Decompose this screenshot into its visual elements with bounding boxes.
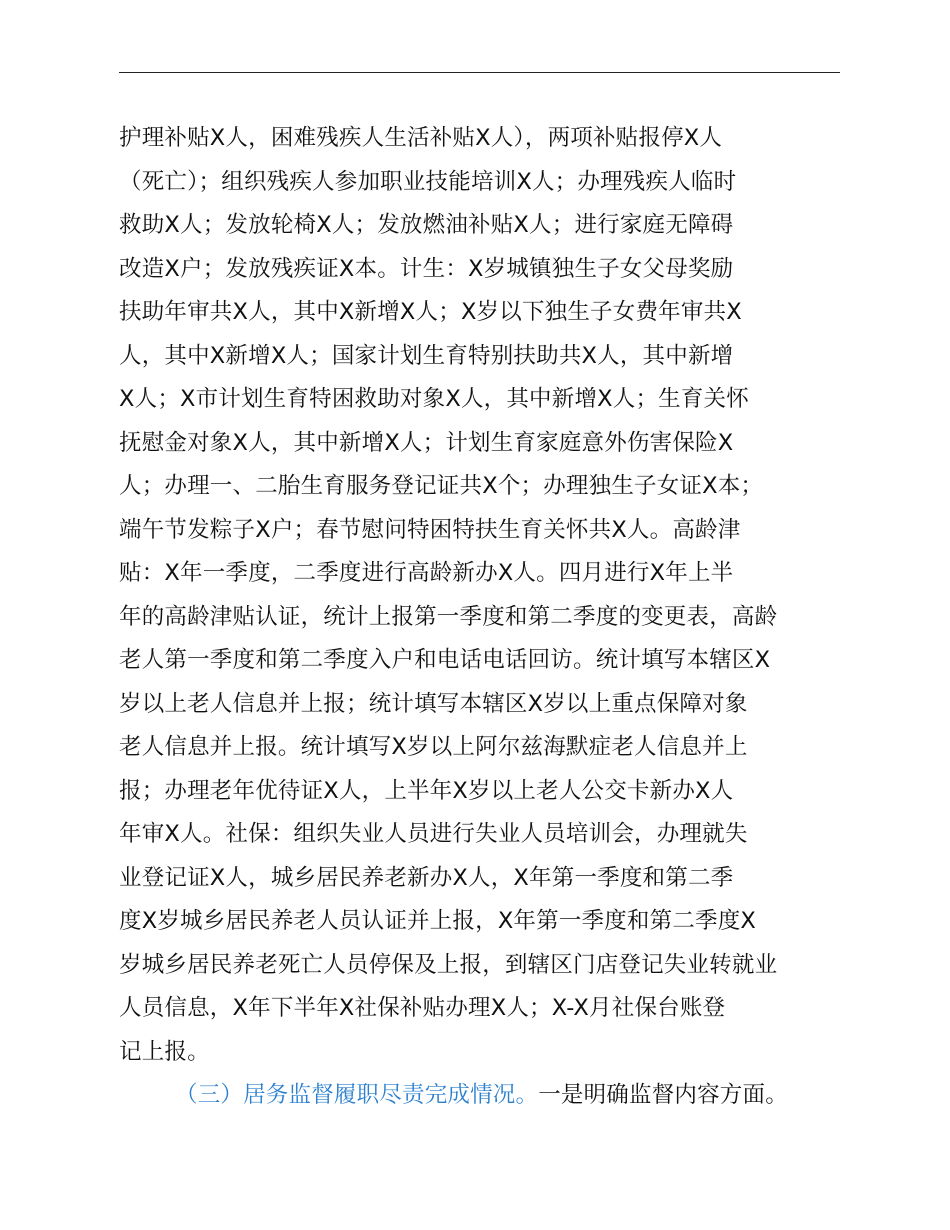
text-line: 岁以上老人信息并上报；统计填写本辖区X岁以上重点保障对象 [119,690,748,717]
text-line: 老人第一季度和第二季度入户和电话电话回访。统计填写本辖区X [119,647,771,673]
text-line: 年的高龄津贴认证，统计上报第一季度和第二季度的变更表，高龄 [119,603,778,630]
text-line: 人，其中X新增X人；国家计划生育特别扶助共X人，其中新增 [119,342,734,369]
text-line: 人员信息，X年下半年X社保补贴办理X人；X-X月社保台账登 [119,995,726,1021]
text-line: 年审X人。社保：组织失业人员进行失业人员培训会，办理就失 [119,821,748,847]
text-line: 岁城乡居民养老死亡人员停保及上报，到辖区门店登记失业转就业 [119,951,778,978]
text-line: 扶助年审共X人，其中X新增X人；X岁以下独生子女费年审共X [119,299,742,325]
text-line: 贴：X年一季度，二季度进行高龄新办X人。四月进行X年上半 [119,560,734,586]
text-line: 救助X人；发放轮椅X人；发放燃油补贴X人；进行家庭无障碍 [119,212,734,238]
text-line: （死亡）；组织残疾人参加职业技能培训X人；办理残疾人临时 [119,168,737,195]
text-line: 端午节发粽子X户；春节慰问特困特扶生育关怀共X人。高龄津 [119,516,741,543]
header-rule [119,72,840,73]
section-text: 一是明确监督内容方面。 [538,1082,788,1108]
text-line: 抚慰金对象X人，其中新增X人；计划生育家庭意外伤害保险X [119,429,734,456]
section-heading: （三）居务监督履职尽责完成情况。 [175,1082,539,1108]
text-line: 记上报。 [119,1038,210,1065]
text-line: 老人信息并上报。统计填写X岁以上阿尔兹海默症老人信息并上 [119,734,748,760]
text-line: 度X岁城乡居民养老人员认证并上报，X年第一季度和第二季度X [119,908,757,934]
text-line: 改造X户；发放残疾证X本。计生：X岁城镇独生子女父母奖励 [119,255,734,282]
text-line: 人；办理一、二胎生育服务登记证共X个；办理独生子女证X本； [119,473,764,499]
body-text [119,117,879,1118]
text-line: X人；X市计划生育特困救助对象X人，其中新增X人；生育关怀 [119,386,749,412]
text-line: 报；办理老年优待证X人，上半年X岁以上老人公交卡新办X人 [119,777,734,804]
text-line: 护理补贴X人，困难残疾人生活补贴X人），两项补贴报停X人 [119,125,723,151]
text-line: 业登记证X人，城乡居民养老新办X人，X年第一季度和第二季 [119,864,734,891]
section-paragraph [119,1074,879,1118]
